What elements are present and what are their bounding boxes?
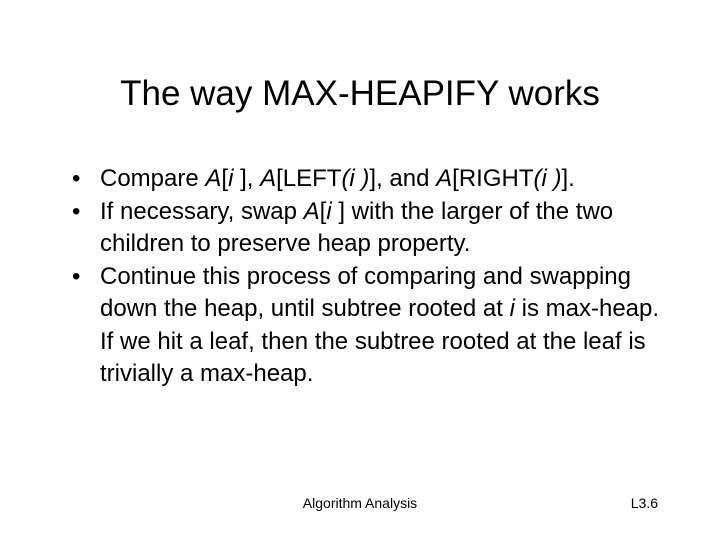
bullet-text xyxy=(100,263,659,388)
footer-course-label: Algorithm Analysis xyxy=(302,495,418,511)
text-run: ] with the larger of the two children to preserve heap property. xyxy=(100,197,614,257)
text-run: [ xyxy=(221,165,229,192)
bullet-item xyxy=(72,163,672,196)
bullet-item xyxy=(72,261,672,391)
italic-text-run: A xyxy=(260,165,277,192)
text-run: Continue this process of comparing and swapping down the heap, until subtree rooted at xyxy=(100,262,631,322)
italic-text-run: (i ) xyxy=(533,165,562,192)
text-run: ]. xyxy=(561,165,575,192)
italic-text-run: i xyxy=(228,165,241,192)
italic-text-run: A xyxy=(303,197,320,225)
bullet-text xyxy=(100,198,613,258)
bullet-marker: • xyxy=(72,262,81,290)
slide-title: The way MAX-HEAPIFY works xyxy=(120,74,600,113)
italic-text-run: A xyxy=(436,165,453,192)
bullet-text xyxy=(100,165,575,192)
text-run: is max-heap. If we hit a leaf, then the subtree rooted at the leaf is trivially a max-heap. xyxy=(100,295,660,387)
text-run: Compare xyxy=(100,165,206,192)
text-run: If necessary, swap xyxy=(100,197,304,225)
italic-text-run: i xyxy=(509,295,515,322)
bullet-marker: • xyxy=(72,165,81,192)
bullet-marker: • xyxy=(72,197,81,225)
bullet-list xyxy=(72,163,672,391)
italic-text-run: A xyxy=(205,165,222,192)
text-run: [ xyxy=(319,197,327,225)
footer-slide-number: L3.6 xyxy=(630,495,658,511)
text-run: [RIGHT xyxy=(452,165,534,192)
text-run: ], xyxy=(240,165,261,192)
text-run: ], and xyxy=(369,165,437,192)
text-run: [LEFT xyxy=(276,165,342,192)
italic-text-run: i xyxy=(326,197,339,225)
bullet-item xyxy=(72,196,672,261)
italic-text-run: (i ) xyxy=(341,165,370,192)
